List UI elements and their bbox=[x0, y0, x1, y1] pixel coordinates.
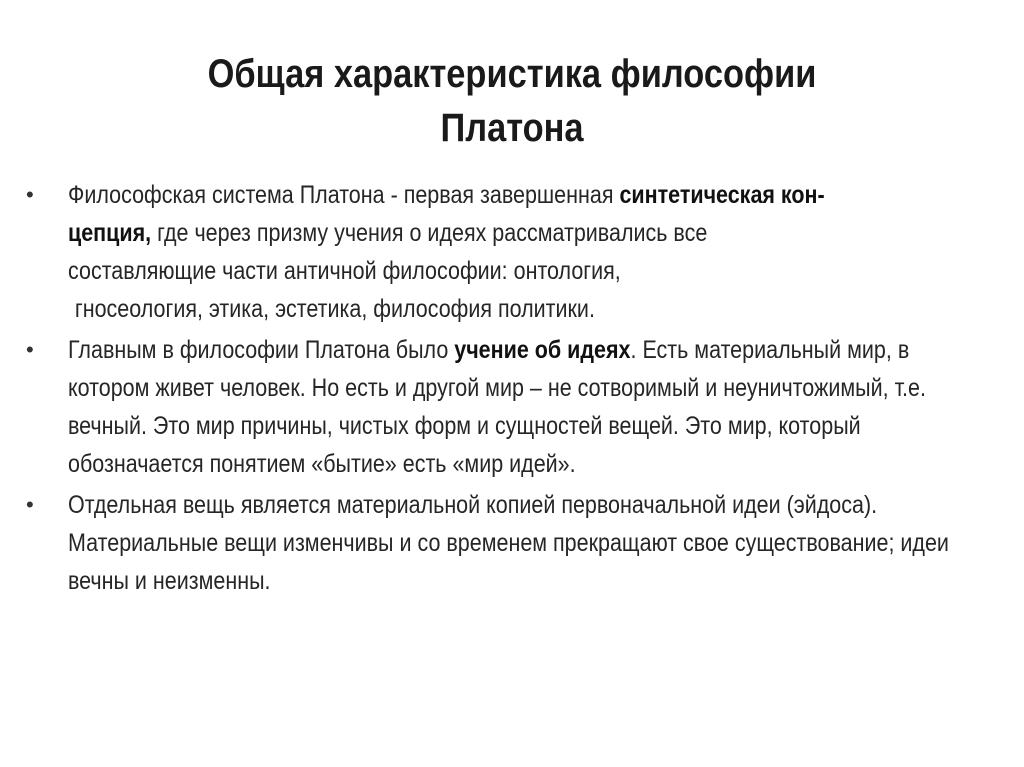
bullet-text-part: где через призму учения о идеях рассматривались все bbox=[151, 219, 708, 247]
bullet-text bbox=[68, 486, 988, 600]
bullet-text-part: составляющие части античной философии: онтология, bbox=[68, 257, 621, 285]
bullet-text-part: гносеология, этика, эстетика, философия политики. bbox=[74, 295, 595, 323]
bullet-text-part: . Есть материальный мир, в котором живет человек. Но есть и другой мир – не сотворимый и неуничтожимый, т.е. вечный. Это мир причины, чистых форм и сущностей вещей. Это мир, который обозначается понятием «бытие» есть «мир идей». bbox=[68, 336, 926, 478]
bullet-item-system bbox=[24, 176, 1014, 328]
bullet-dot-icon: • bbox=[26, 337, 34, 362]
bullet-bold-term: учение об идеях bbox=[454, 336, 631, 364]
bullet-dot-icon: • bbox=[26, 492, 34, 517]
bullet-text bbox=[68, 331, 988, 483]
bullet-bold-term: цепция, bbox=[68, 219, 152, 247]
bullet-item-eidos bbox=[24, 486, 1014, 600]
bullet-item-ideas bbox=[24, 331, 1014, 483]
bullet-bold-term: синтетическая кон- bbox=[619, 181, 825, 209]
bullet-text-part: Философская система Платона - первая завершенная bbox=[68, 181, 620, 209]
slide-title-line-1: Общая характеристика философии bbox=[207, 51, 817, 96]
bullet-list bbox=[24, 176, 1014, 603]
bullet-text-part: Отдельная вещь является материальной копией первоначальной идеи (эйдоса). Материальные вещи изменчивы и со временем прекращают свое существование; идеи вечны и неизменны. bbox=[68, 491, 949, 595]
bullet-dot-icon: • bbox=[26, 182, 34, 207]
bullet-text-part: Главным в философии Платона было bbox=[68, 336, 455, 364]
slide-title bbox=[123, 47, 900, 155]
slide-title-line-2: Платона bbox=[440, 105, 584, 150]
bullet-text bbox=[68, 176, 988, 328]
